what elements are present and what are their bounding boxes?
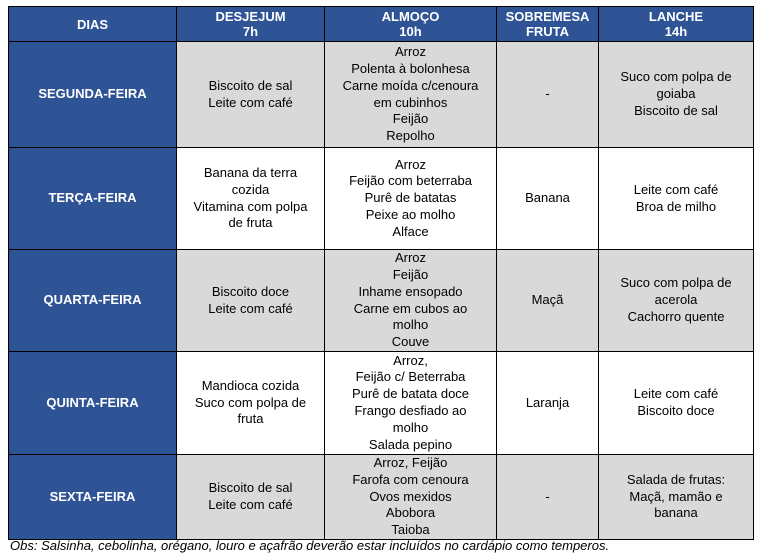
day-cell: SEXTA-FEIRA bbox=[9, 455, 177, 540]
almoco-cell bbox=[325, 250, 497, 352]
menu-item: cozida bbox=[231, 181, 270, 197]
menu-item: Salada de frutas: bbox=[626, 471, 726, 487]
table-row bbox=[9, 250, 754, 352]
lanche-cell bbox=[599, 352, 754, 455]
header-dias-label: DIAS bbox=[76, 16, 109, 32]
menu-item: Purê de batata doce bbox=[351, 386, 470, 402]
desjejum-cell bbox=[177, 250, 325, 352]
desjejum-cell bbox=[177, 42, 325, 148]
menu-item: de fruta bbox=[228, 215, 273, 231]
lanche-cell bbox=[599, 455, 754, 540]
menu-item: Couve bbox=[391, 334, 430, 350]
menu-item: Mandioca cozida bbox=[201, 377, 300, 393]
menu-item: Arroz bbox=[394, 156, 427, 172]
almoco-cell bbox=[325, 42, 497, 148]
menu-item: Biscoito de sal bbox=[634, 102, 718, 118]
menu-item: Arroz, Feijão bbox=[373, 455, 448, 470]
header-desjejum-time: 7h bbox=[242, 24, 259, 39]
menu-item: Arroz, bbox=[393, 352, 428, 368]
menu-item: fruta bbox=[237, 411, 264, 427]
menu-item: molho bbox=[392, 419, 429, 435]
menu-item: Repolho bbox=[386, 128, 435, 144]
menu-item: Alface bbox=[392, 223, 429, 239]
header-sobremesa-subtitle: FRUTA bbox=[525, 24, 570, 39]
day-cell: QUARTA-FEIRA bbox=[9, 250, 177, 352]
menu-item: Leite com café bbox=[633, 181, 719, 197]
menu-item: Carne em cubos ao bbox=[353, 300, 468, 316]
menu-item: Feijão bbox=[392, 266, 429, 282]
menu-item: Maçã, mamão e bbox=[629, 488, 723, 504]
table-row bbox=[9, 42, 754, 148]
menu-item: Frango desfiado ao bbox=[354, 403, 467, 418]
desjejum-cell bbox=[177, 148, 325, 250]
menu-item: Biscoito de sal bbox=[208, 480, 293, 496]
menu-item: Suco com polpa de bbox=[620, 275, 732, 291]
menu-item: Ovos mexidos bbox=[369, 488, 452, 504]
menu-item: Leite com café bbox=[208, 94, 293, 110]
header-almoco-time: 10h bbox=[399, 24, 422, 39]
sobremesa-cell: - bbox=[497, 455, 599, 540]
header-desjejum-title: DESJEJUM bbox=[215, 9, 286, 24]
menu-item: Vitamina com polpa bbox=[193, 198, 308, 214]
header-desjejum bbox=[177, 7, 325, 42]
menu-item: Abobora bbox=[385, 505, 436, 521]
lanche-cell bbox=[599, 250, 754, 352]
menu-item: Biscoito doce bbox=[211, 283, 290, 299]
menu-item: goiaba bbox=[656, 86, 696, 102]
day-cell: QUINTA-FEIRA bbox=[9, 352, 177, 455]
menu-item: Biscoito doce bbox=[637, 403, 715, 418]
lanche-cell bbox=[599, 42, 754, 148]
header-lanche-time: 14h bbox=[664, 24, 688, 39]
desjejum-cell bbox=[177, 352, 325, 455]
table-row bbox=[9, 455, 754, 540]
menu-item: Banana da terra bbox=[203, 164, 298, 180]
weekly-menu-table bbox=[8, 6, 754, 540]
desjejum-cell bbox=[177, 455, 325, 540]
menu-item: Feijão c/ Beterraba bbox=[355, 369, 466, 385]
menu-item: Inhame ensopado bbox=[358, 283, 463, 299]
sobremesa-cell: Maçã bbox=[497, 250, 599, 352]
menu-item: molho bbox=[392, 317, 429, 333]
menu-item: Biscoito de sal bbox=[208, 77, 293, 93]
menu-item: Arroz bbox=[394, 250, 427, 266]
sobremesa-cell: Laranja bbox=[497, 352, 599, 455]
menu-item: Feijão com beterraba bbox=[349, 173, 472, 189]
header-row bbox=[9, 7, 754, 42]
header-sobremesa-title: SOBREMESA bbox=[505, 9, 590, 24]
menu-item: Farofa com cenoura bbox=[352, 471, 469, 487]
sobremesa-cell: - bbox=[497, 42, 599, 148]
menu-item: acerola bbox=[654, 292, 698, 308]
table-row bbox=[9, 148, 754, 250]
header-sobremesa bbox=[497, 7, 599, 42]
menu-item: Purê de batatas bbox=[364, 190, 457, 206]
menu-item: Salada pepino bbox=[368, 436, 453, 452]
menu-item: Arroz bbox=[394, 44, 427, 60]
day-cell: SEGUNDA-FEIRA bbox=[9, 42, 177, 148]
menu-item: Suco com polpa de bbox=[620, 69, 732, 85]
menu-item: Leite com café bbox=[208, 496, 293, 512]
almoco-cell bbox=[325, 352, 497, 455]
header-lanche-title: LANCHE bbox=[648, 9, 704, 24]
almoco-cell bbox=[325, 148, 497, 250]
menu-item: Leite com café bbox=[633, 386, 719, 402]
menu-item: em cubinhos bbox=[373, 94, 448, 110]
menu-item: Carne moída c/cenoura bbox=[342, 77, 479, 93]
sobremesa-cell: Banana bbox=[497, 148, 599, 250]
almoco-cell bbox=[325, 455, 497, 540]
lanche-cell bbox=[599, 148, 754, 250]
day-cell: TERÇA-FEIRA bbox=[9, 148, 177, 250]
menu-item: Broa de milho bbox=[635, 198, 717, 214]
menu-item: Cachorro quente bbox=[627, 308, 725, 324]
header-dias bbox=[9, 7, 177, 42]
header-almoco-title: ALMOÇO bbox=[381, 9, 440, 24]
menu-item: Feijão bbox=[392, 111, 429, 127]
menu-item: Taioba bbox=[391, 522, 430, 538]
menu-item: Leite com café bbox=[208, 300, 293, 316]
menu-item: Peixe ao molho bbox=[365, 206, 456, 222]
table-row bbox=[9, 352, 754, 455]
menu-item: Suco com polpa de bbox=[194, 394, 307, 410]
header-lanche bbox=[599, 7, 754, 42]
menu-item: Polenta à bolonhesa bbox=[351, 60, 470, 76]
menu-item: banana bbox=[654, 505, 698, 521]
footnote-obs: Obs: Salsinha, cebolinha, orégano, louro e açafrão deverão estar incluídos no cardápio como temperos. bbox=[10, 538, 610, 553]
header-almoco bbox=[325, 7, 497, 42]
